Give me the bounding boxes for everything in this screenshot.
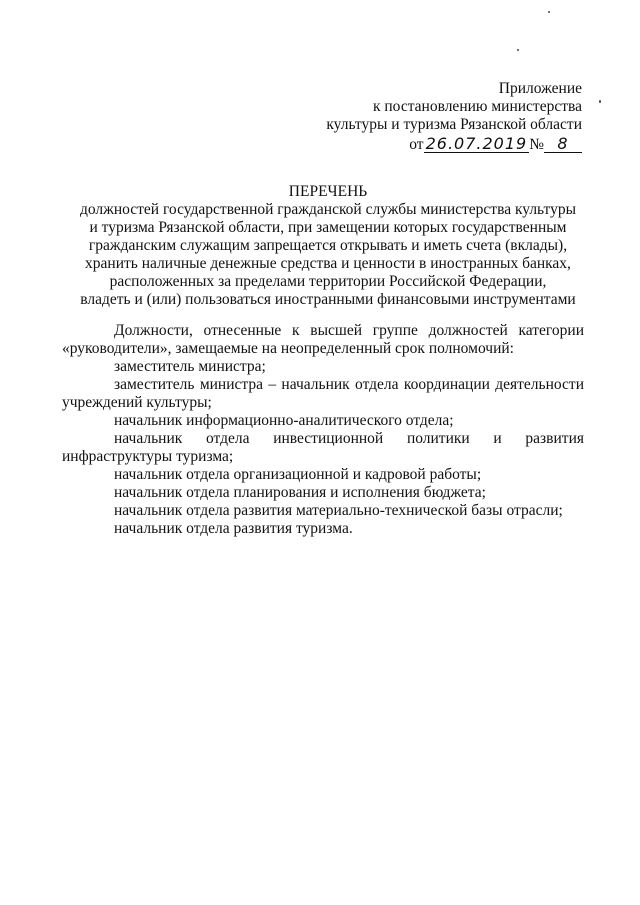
title-line: хранить наличные денежные средства и ценности в иностранных банках, [85, 255, 571, 272]
handwritten-date: 26.07.2019 [425, 134, 528, 153]
scan-speck [599, 100, 601, 103]
intro-paragraph-line: Должности, отнесенные к высшей группе должностей категории [114, 322, 584, 339]
list-item: начальник информационно-аналитического отдела; [114, 412, 454, 429]
list-item: начальник отдела инвестиционной политики и развития [114, 430, 584, 447]
list-item: начальник отдела организационной и кадровой работы; [114, 466, 482, 483]
list-item: начальник отдела планирования и исполнения бюджета; [114, 484, 486, 501]
title-line: и туризма Рязанской области, при замещении которых государственным [89, 219, 567, 236]
list-item: начальник отдела развития материально-технической базы отрасли; [114, 502, 563, 519]
positions-list [62, 322, 584, 538]
title-line: владеть и (или) пользоваться иностранными финансовыми инструментами [80, 291, 576, 308]
appendix-ministry: культуры и туризма Рязанской области [326, 116, 582, 133]
list-item: заместитель министра; [114, 358, 266, 375]
list-item-continuation: учреждений культуры; [62, 394, 212, 411]
intro-paragraph-line: «руководители», замещаемые на неопределенный срок полномочий: [62, 340, 514, 357]
appendix-reference: к постановлению министерства [372, 98, 582, 115]
list-item: заместитель министра – начальник отдела координации деятельности [114, 376, 584, 393]
appendix-title: Приложение [498, 80, 582, 97]
list-title-block [40, 183, 616, 309]
appendix-block [326, 80, 582, 154]
list-heading: ПЕРЕЧЕНЬ [288, 183, 368, 200]
title-line: гражданским служащим запрещается открывать и иметь счета (вклады), [88, 237, 568, 254]
list-item: начальник отдела развития туризма. [114, 520, 353, 537]
scan-speck [548, 11, 550, 13]
title-line: расположенных за пределами территории Российской Федерации, [109, 273, 547, 290]
scan-speck [517, 49, 519, 51]
date-prefix: от [409, 136, 424, 153]
handwritten-number: 8 [544, 135, 582, 153]
list-item-continuation: инфраструктуры туризма; [62, 448, 234, 465]
title-line: должностей государственной гражданской службы министерства культуры [79, 201, 577, 218]
appendix-date-number-line [326, 135, 582, 154]
number-prefix: № [529, 136, 544, 153]
